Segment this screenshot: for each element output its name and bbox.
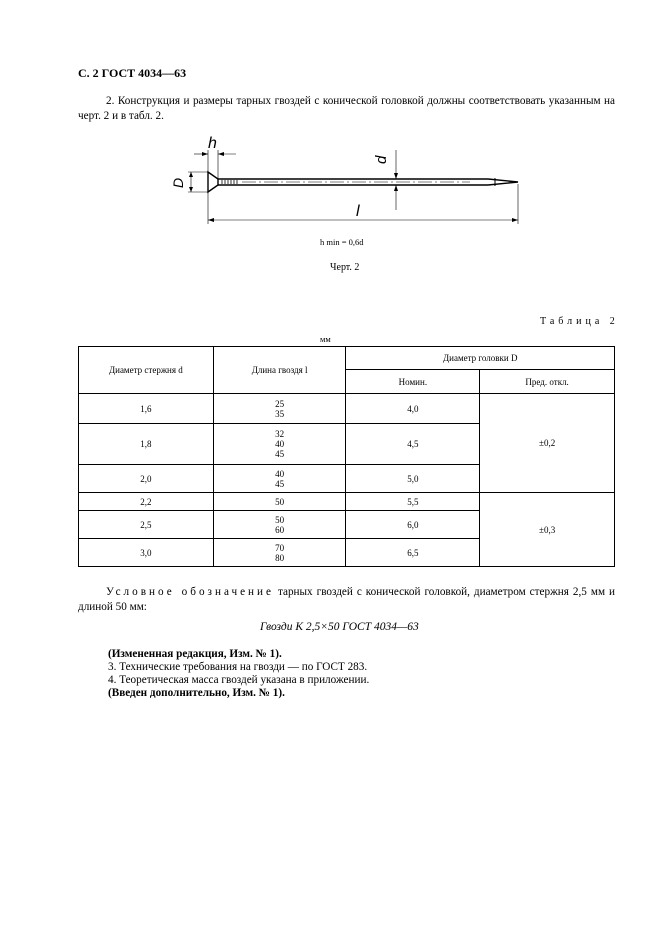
table-row bbox=[79, 394, 615, 424]
designation-lead: Условное обозначение bbox=[106, 586, 274, 598]
header-nail-length: Длина гвоздя l bbox=[213, 347, 346, 394]
dim-label-D: D bbox=[170, 177, 186, 188]
table-unit: мм bbox=[320, 334, 331, 344]
figure-caption: Черт. 2 bbox=[330, 262, 360, 273]
header-tolerance: Пред. откл. bbox=[480, 370, 615, 394]
nail-head bbox=[208, 172, 218, 192]
nail-tip bbox=[488, 179, 518, 185]
cell-D: 5,5 bbox=[346, 493, 480, 511]
table-row bbox=[79, 493, 615, 511]
cell-d: 1,8 bbox=[79, 424, 214, 465]
cell-l bbox=[213, 511, 346, 539]
header-head-diameter: Диаметр головки D bbox=[346, 347, 615, 370]
dimensions-table bbox=[78, 346, 615, 567]
dim-label-l: l bbox=[356, 203, 360, 220]
length-value: 80 bbox=[275, 552, 285, 563]
length-value: 50 bbox=[275, 496, 285, 507]
note-mass: 4. Теоретическая масса гвоздей указана в приложении. bbox=[108, 674, 370, 686]
length-value: 45 bbox=[275, 449, 285, 459]
length-value: 25 bbox=[275, 398, 285, 409]
designation-text: тарных гвоздей с конической головкой, диаметром стержня 2,5 мм и длиной 50 мм: bbox=[78, 586, 615, 613]
length-value: 70 bbox=[275, 542, 285, 553]
cell-l bbox=[213, 465, 346, 493]
nail-drawing bbox=[170, 132, 530, 232]
paragraph-designation bbox=[78, 585, 615, 615]
length-value: 45 bbox=[275, 478, 285, 489]
cell-d: 3,0 bbox=[79, 539, 214, 567]
cell-d: 1,6 bbox=[79, 394, 214, 424]
cell-d: 2,2 bbox=[79, 493, 214, 511]
note-tech-requirements: 3. Технические требования на гвозди — по ГОСТ 283. bbox=[108, 661, 368, 673]
dim-label-h: h bbox=[208, 135, 217, 152]
length-value: 32 bbox=[275, 429, 285, 439]
length-value: 50 bbox=[275, 514, 285, 525]
cell-D: 6,0 bbox=[346, 511, 480, 539]
note-amendment-2: (Введен дополнительно, Изм. № 1). bbox=[108, 687, 285, 699]
cell-d: 2,0 bbox=[79, 465, 214, 493]
cell-D: 4,0 bbox=[346, 394, 480, 424]
page-header: С. 2 ГОСТ 4034—63 bbox=[78, 66, 187, 80]
length-value: 60 bbox=[275, 524, 285, 535]
length-value: 35 bbox=[275, 408, 285, 419]
dim-label-d: d bbox=[373, 155, 390, 164]
paragraph-construction: 2. Конструкция и размеры тарных гвоздей с конической головкой должны соответствовать указанным на черт. 2 и в табл. 2. bbox=[78, 95, 615, 122]
header-nominal: Номин. bbox=[346, 370, 480, 394]
cell-d: 2,5 bbox=[79, 511, 214, 539]
length-value: 40 bbox=[275, 439, 285, 449]
notes-block bbox=[108, 648, 369, 700]
cell-tolerance: ±0,2 bbox=[480, 394, 615, 493]
cell-l bbox=[213, 424, 346, 465]
cell-D: 6,5 bbox=[346, 539, 480, 567]
cell-tolerance: ±0,3 bbox=[480, 493, 615, 567]
cell-l bbox=[213, 493, 346, 511]
designation-example: Гвозди К 2,5×50 ГОСТ 4034—63 bbox=[260, 621, 419, 633]
knurl-marks bbox=[222, 180, 237, 184]
length-value: 40 bbox=[275, 468, 285, 479]
note-amendment-1: (Измененная редакция, Изм. № 1). bbox=[108, 648, 282, 660]
header-stem-diameter: Диаметр стержня d bbox=[79, 347, 214, 394]
table-title: Таблица 2 bbox=[540, 316, 619, 327]
cell-D: 4,5 bbox=[346, 424, 480, 465]
cell-l bbox=[213, 394, 346, 424]
formula-h-min: h min = 0,6d bbox=[320, 237, 364, 247]
cell-D: 5,0 bbox=[346, 465, 480, 493]
cell-l bbox=[213, 539, 346, 567]
